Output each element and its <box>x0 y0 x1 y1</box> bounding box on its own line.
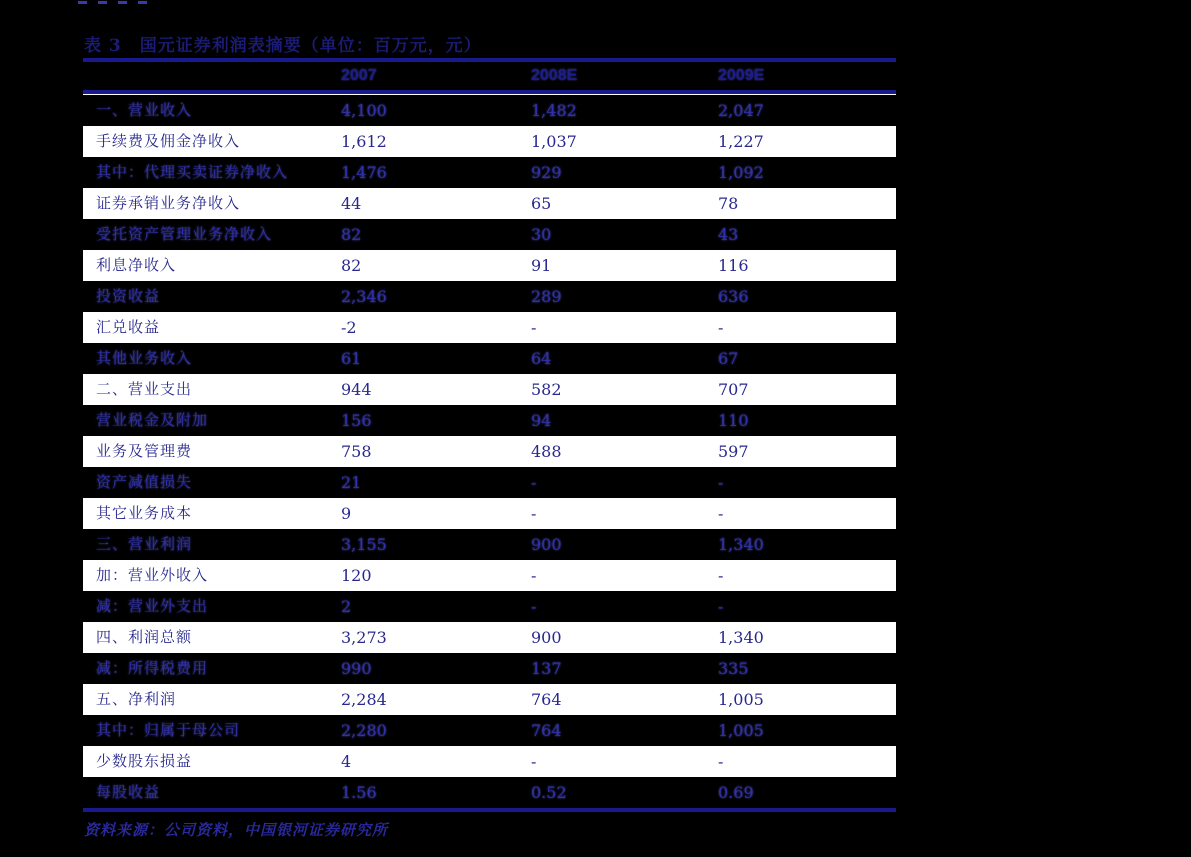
cell-2007: 2 <box>341 597 352 616</box>
table-row <box>83 250 896 281</box>
cell-2009e: 43 <box>718 225 739 244</box>
cell-2008e: 764 <box>531 690 562 709</box>
table-row <box>83 312 896 343</box>
cell-2009e: 1,005 <box>718 721 764 740</box>
row-label: 加：营业外收入 <box>96 566 209 584</box>
cell-2007: -2 <box>341 318 357 337</box>
row-label: 其他业务收入 <box>96 349 193 367</box>
cell-2008e: 1,037 <box>531 132 577 151</box>
table-row <box>83 746 896 777</box>
table-row <box>83 777 896 808</box>
cell-2008e: 582 <box>531 380 562 399</box>
cell-2008e: - <box>531 752 537 771</box>
cell-2008e: 289 <box>531 287 562 306</box>
cell-2009e: 1,005 <box>718 690 764 709</box>
cell-2008e: 64 <box>531 349 552 368</box>
source-note: 资料来源：公司资料，中国银河证券研究所 <box>84 821 389 839</box>
row-label: 五、净利润 <box>96 690 177 708</box>
column-header-2007: 2007 <box>341 67 377 84</box>
table-row <box>83 498 896 529</box>
table-row <box>83 343 896 374</box>
cell-2007: 2,280 <box>341 721 387 740</box>
table-body <box>83 95 896 808</box>
row-label: 三、营业利润 <box>96 535 193 553</box>
cell-2007: 82 <box>341 256 362 275</box>
cell-2007: 82 <box>341 225 362 244</box>
cell-2007: 156 <box>341 411 372 430</box>
row-label: 手续费及佣金净收入 <box>96 132 241 150</box>
cell-2009e: - <box>718 566 724 585</box>
cell-2007: 4 <box>341 752 352 771</box>
cell-2008e: 137 <box>531 659 562 678</box>
table-row <box>83 157 896 188</box>
table-row <box>83 591 896 622</box>
cell-2009e: 2,047 <box>718 101 764 120</box>
row-label: 其它业务成本 <box>96 504 193 522</box>
cell-2008e: 488 <box>531 442 562 461</box>
table-title: 表 3 国元证券利润表摘要（单位：百万元，元） <box>84 36 482 56</box>
cell-2008e: 900 <box>531 628 562 647</box>
cell-2007: 2,346 <box>341 287 387 306</box>
cell-2007: 1.56 <box>341 783 377 802</box>
cell-2008e: 764 <box>531 721 562 740</box>
row-label: 每股收益 <box>96 783 161 801</box>
cell-2008e: 0.52 <box>531 783 567 802</box>
table-row <box>83 529 896 560</box>
row-label: 二、营业支出 <box>96 380 193 398</box>
cell-2009e: 78 <box>718 194 739 213</box>
cell-2009e: - <box>718 473 724 492</box>
cell-2007: 21 <box>341 473 362 492</box>
cell-2009e: - <box>718 752 724 771</box>
cell-2008e: - <box>531 504 537 523</box>
cell-2009e: 0.69 <box>718 783 754 802</box>
table-header-row <box>83 62 896 90</box>
table-row <box>83 126 896 157</box>
cell-2007: 120 <box>341 566 372 585</box>
table-row <box>83 219 896 250</box>
cell-2009e: - <box>718 597 724 616</box>
cell-2008e: 1,482 <box>531 101 577 120</box>
row-label: 其中：归属于母公司 <box>96 721 241 739</box>
column-header-2009e: 2009E <box>718 67 765 84</box>
cell-2009e: 1,227 <box>718 132 764 151</box>
cell-2009e: 1,340 <box>718 628 764 647</box>
row-label: 少数股东损益 <box>96 752 193 770</box>
row-label: 资产减值损失 <box>96 473 193 491</box>
cell-2008e: 929 <box>531 163 562 182</box>
cell-2007: 44 <box>341 194 362 213</box>
cell-2009e: - <box>718 318 724 337</box>
row-label: 减：营业外支出 <box>96 597 209 615</box>
cell-2008e: - <box>531 318 537 337</box>
table-row <box>83 95 896 126</box>
row-label: 利息净收入 <box>96 256 177 274</box>
cell-2009e: 597 <box>718 442 749 461</box>
cell-2008e: 30 <box>531 225 552 244</box>
cell-2007: 758 <box>341 442 372 461</box>
clipped-text-remnant <box>78 0 198 6</box>
row-label: 汇兑收益 <box>96 318 161 336</box>
cell-2008e: 91 <box>531 256 552 275</box>
row-label: 投资收益 <box>96 287 161 305</box>
table-row <box>83 684 896 715</box>
cell-2008e: - <box>531 566 537 585</box>
cell-2009e: 335 <box>718 659 749 678</box>
row-label: 减：所得税费用 <box>96 659 209 677</box>
table-row <box>83 188 896 219</box>
row-label: 营业税金及附加 <box>96 411 209 429</box>
cell-2009e: 1,340 <box>718 535 764 554</box>
table-row <box>83 436 896 467</box>
cell-2007: 9 <box>341 504 352 523</box>
cell-2007: 1,476 <box>341 163 387 182</box>
table-row <box>83 405 896 436</box>
table-bottom-rule <box>83 808 896 812</box>
row-label: 业务及管理费 <box>96 442 193 460</box>
row-label: 证券承销业务净收入 <box>96 194 241 212</box>
table-row <box>83 715 896 746</box>
row-label: 四、利润总额 <box>96 628 193 646</box>
cell-2008e: - <box>531 597 537 616</box>
table-row <box>83 653 896 684</box>
cell-2009e: 67 <box>718 349 739 368</box>
row-label: 受托资产管理业务净收入 <box>96 225 273 243</box>
cell-2007: 1,612 <box>341 132 387 151</box>
cell-2009e: 110 <box>718 411 749 430</box>
cell-2007: 4,100 <box>341 101 387 120</box>
cell-2008e: 65 <box>531 194 552 213</box>
cell-2008e: - <box>531 473 537 492</box>
cell-2007: 944 <box>341 380 372 399</box>
cell-2009e: 1,092 <box>718 163 764 182</box>
income-statement-table <box>83 58 896 812</box>
cell-2009e: - <box>718 504 724 523</box>
cell-2008e: 900 <box>531 535 562 554</box>
table-row <box>83 374 896 405</box>
row-label: 其中：代理买卖证券净收入 <box>96 163 289 181</box>
cell-2008e: 94 <box>531 411 552 430</box>
table-row <box>83 467 896 498</box>
cell-2009e: 116 <box>718 256 749 275</box>
cell-2007: 2,284 <box>341 690 387 709</box>
table-row <box>83 281 896 312</box>
cell-2009e: 636 <box>718 287 749 306</box>
cell-2007: 61 <box>341 349 362 368</box>
table-row <box>83 560 896 591</box>
cell-2007: 3,273 <box>341 628 387 647</box>
cell-2009e: 707 <box>718 380 749 399</box>
row-label: 一、营业收入 <box>96 101 193 119</box>
table-row <box>83 622 896 653</box>
cell-2007: 990 <box>341 659 372 678</box>
column-header-2008e: 2008E <box>531 67 578 84</box>
cell-2007: 3,155 <box>341 535 387 554</box>
